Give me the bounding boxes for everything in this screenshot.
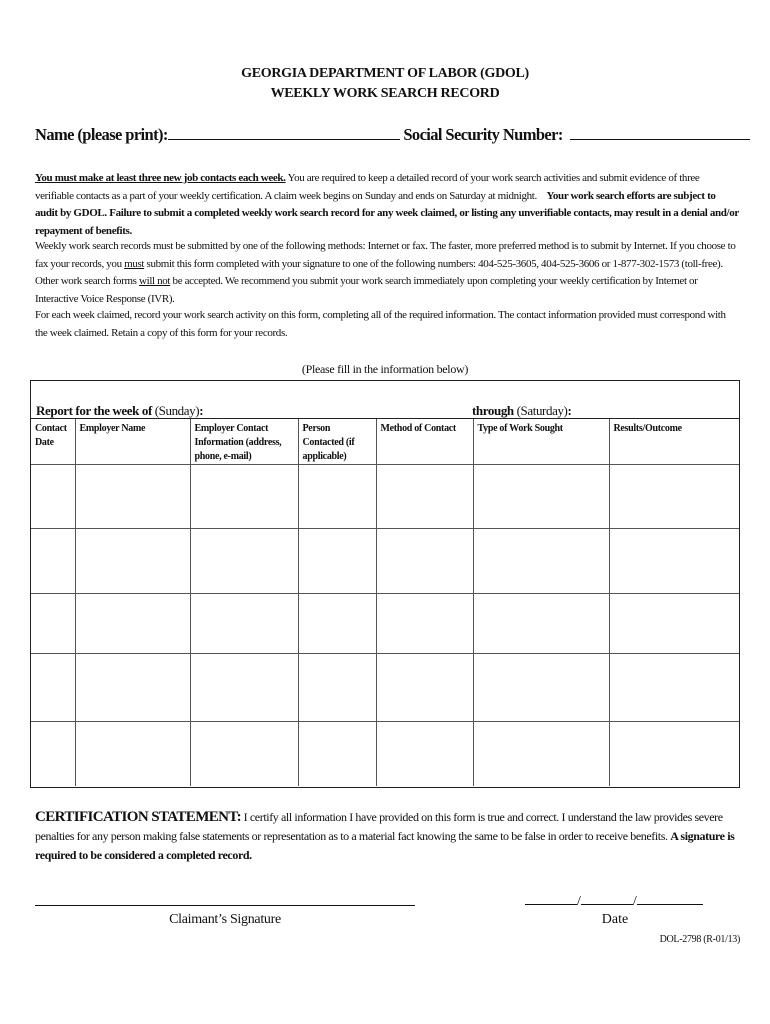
table-row [31,465,739,529]
person-contacted-cell[interactable] [298,654,376,722]
week-range-row [31,381,739,419]
certification-text: I certify all information I have provided on this form is true and correct. I understand the law provides severe penalties for any person making false statements or representation as to a material fact knowing the same to be false in order to receive benefits. [35,810,723,843]
ssn-field[interactable] [570,124,750,140]
method-cell[interactable] [376,654,473,722]
col-person-contacted: Person Contacted (if applicable) [298,419,376,465]
results-cell[interactable] [609,594,739,654]
method-cell[interactable] [376,594,473,654]
work-type-cell[interactable] [473,594,609,654]
employer-name-cell[interactable] [75,594,190,654]
employer-name-cell[interactable] [75,722,190,786]
person-contacted-cell[interactable] [298,722,376,786]
work-type-cell[interactable] [473,722,609,786]
contact-date-cell[interactable] [31,594,75,654]
form-title: WEEKLY WORK SEARCH RECORD [270,86,500,101]
person-contacted-cell[interactable] [298,594,376,654]
person-contacted-cell[interactable] [298,465,376,529]
work-type-cell[interactable] [473,529,609,594]
week-end-label: through (Saturday): [472,403,572,418]
signature-field[interactable] [35,905,415,906]
work-type-cell[interactable] [473,465,609,529]
method-cell[interactable] [376,465,473,529]
date-year-field[interactable] [637,890,703,905]
instruction-paragraph-2 [35,238,740,308]
employer-name-cell[interactable] [75,654,190,722]
certification-statement [35,808,740,865]
must-emphasis: must [124,257,145,270]
contact-date-cell[interactable] [31,465,75,529]
employer-contact-cell[interactable] [190,654,298,722]
contact-date-cell[interactable] [31,722,75,786]
form-number: DOL-2798 (R-01/13) [659,934,740,945]
date-month-field[interactable] [525,890,577,905]
employer-contact-cell[interactable] [190,465,298,529]
table-row [31,722,739,786]
column-header-row [31,419,739,465]
contacts-requirement: You must make at least three new job contacts each week. [35,172,286,184]
instruction-paragraph-3: For each week claimed, record your work search activity on this form, completing all of the required information. The contact information provided must correspond with the week claimed. Retain a copy of this form for your records. [35,309,726,339]
submission-methods-text: Weekly work search records must be submitted by one of the following methods: Internet or fax. The faster, more preferred method is to submit by Internet. If you choose to fax your records, you [35,240,736,270]
date-label: Date [601,912,629,927]
table-row [31,529,739,594]
employer-name-cell[interactable] [75,465,190,529]
fill-instruction-note: (Please fill in the information below) [301,362,469,376]
week-start-label: Report for the week of (Sunday): [36,403,204,418]
employer-contact-cell[interactable] [190,594,298,654]
contact-date-cell[interactable] [31,654,75,722]
employer-contact-cell[interactable] [190,529,298,594]
table-row [31,654,739,722]
col-employer-contact-info: Employer Contact Information (address, phone, e-mail) [190,419,298,465]
contact-date-cell[interactable] [31,529,75,594]
ivr-recommendation-text: be accepted. We recommend you submit your work search immediately upon completing your weekly certification by Internet or Interactive Voice Response (IVR). [35,275,698,305]
date-day-field[interactable] [581,890,633,905]
work-type-cell[interactable] [473,654,609,722]
results-cell[interactable] [609,722,739,786]
col-employer-name: Employer Name [75,419,190,465]
identity-row [35,124,735,145]
method-cell[interactable] [376,722,473,786]
table-row [31,594,739,654]
col-results-outcome: Results/Outcome [609,419,739,465]
method-cell[interactable] [376,529,473,594]
agency-title: GEORGIA DEPARTMENT OF LABOR (GDOL) [241,66,529,81]
fax-numbers-text: submit this form completed with your signature to one of the following numbers: 404-525-3605, 404-525-3606 or 1-877-302-1573 (toll-free). Other work search forms [35,257,723,287]
date-field [525,890,705,910]
date-separator: / [577,894,581,909]
name-label: Name (please print): [35,125,168,144]
audit-warning: Your work search efforts are subject to audit by GDOL. Failure to submit a completed weekly work search record for any week claimed, or listing any unverifiable contacts, may result in a denial and/or repayment of benefits. [35,189,739,237]
results-cell[interactable] [609,529,739,594]
will-not-emphasis: will not [139,275,171,287]
signature-requirement: A signature is required to be considered a completed record. [35,829,735,862]
work-search-table [30,380,740,788]
contacts-grid [31,419,739,786]
employer-contact-cell[interactable] [190,722,298,786]
signature-label: Claimant’s Signature [169,912,281,927]
date-separator: / [632,894,637,909]
results-cell[interactable] [609,654,739,722]
col-type-of-work: Type of Work Sought [473,419,609,465]
results-cell[interactable] [609,465,739,529]
record-requirement: You are required to keep a detailed record of your work search activities and submit evidence of three verifiable contacts as a part of your weekly certification. A claim week begins on Sunday and ends on Saturday at midnight. [35,172,700,202]
ssn-label: Social Security Number: [403,125,563,144]
instruction-paragraph-1 [35,170,740,240]
name-field[interactable] [168,124,400,140]
col-contact-date: Contact Date [31,419,75,465]
col-method-of-contact: Method of Contact [376,419,473,465]
employer-name-cell[interactable] [75,529,190,594]
certification-heading: CERTIFICATION STATEMENT: [35,809,242,825]
person-contacted-cell[interactable] [298,529,376,594]
